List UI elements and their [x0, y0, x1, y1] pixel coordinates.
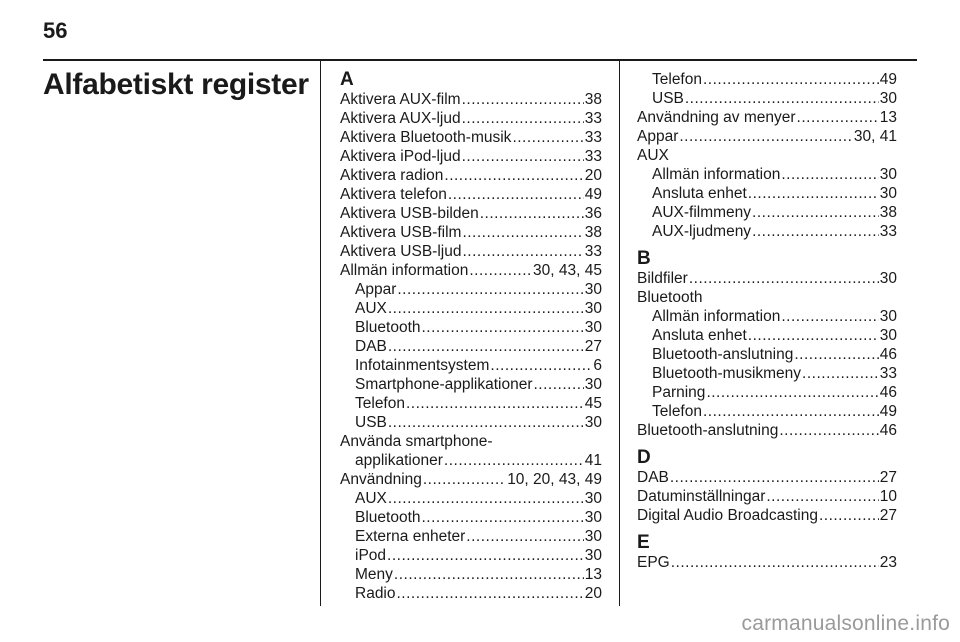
- index-subentry: [340, 280, 602, 299]
- index-entry-text: Telefon: [652, 403, 702, 420]
- index-page-ref[interactable]: 10: [879, 488, 897, 505]
- index-page-ref[interactable]: 30: [584, 414, 602, 431]
- dot-leader: [422, 508, 584, 527]
- dot-leader: [397, 280, 583, 299]
- dot-leader: [388, 413, 584, 432]
- dot-leader: [797, 108, 879, 127]
- index-page-ref[interactable]: 38: [584, 224, 602, 241]
- dot-leader: [671, 553, 879, 572]
- index-page-ref[interactable]: 30: [584, 490, 602, 507]
- index-subentry: [637, 364, 897, 383]
- index-subentry: [637, 307, 897, 326]
- dot-leader: [703, 70, 879, 89]
- dot-leader: [679, 127, 853, 146]
- index-page-ref[interactable]: 30: [584, 509, 602, 526]
- index-subentry: [637, 402, 897, 421]
- index-entry: [340, 204, 602, 223]
- index-page-ref[interactable]: 33: [584, 129, 602, 146]
- dot-leader: [802, 364, 879, 383]
- index-entry-text: Aktivera AUX-ljud: [340, 110, 461, 127]
- index-entry: [340, 90, 602, 109]
- dot-leader: [462, 109, 584, 128]
- index-subentry: [340, 356, 602, 375]
- index-letter-heading: E: [637, 532, 650, 553]
- index-heading-text: Bluetooth: [637, 289, 703, 306]
- dot-leader: [781, 307, 878, 326]
- index-page-ref[interactable]: 27: [879, 507, 897, 524]
- index-entry-text: Infotainmentsystem: [355, 357, 490, 374]
- index-subentry: [637, 89, 897, 108]
- index-page-ref[interactable]: 30: [584, 300, 602, 317]
- index-page-ref[interactable]: 30: [584, 281, 602, 298]
- index-entry-text: Bluetooth-anslutning: [637, 422, 779, 439]
- index-heading: [637, 288, 897, 307]
- index-entry-text: Meny: [355, 566, 393, 583]
- index-page-ref[interactable]: 33: [584, 148, 602, 165]
- dot-leader: [388, 337, 584, 356]
- dot-leader: [748, 184, 879, 203]
- index-subentry: [340, 375, 602, 394]
- index-page-ref[interactable]: 30: [879, 308, 897, 325]
- index-entry-text: Bildfiler: [637, 270, 688, 287]
- dot-leader: [462, 242, 583, 261]
- index-page-ref[interactable]: 10, 20, 43, 49: [507, 471, 602, 488]
- dot-leader: [748, 326, 879, 345]
- index-entry-text: Användning av menyer: [637, 109, 796, 126]
- index-page-ref[interactable]: 33: [584, 243, 602, 260]
- index-entry: [340, 242, 602, 261]
- page-number: 56: [43, 18, 68, 43]
- index-page-ref[interactable]: 23: [879, 554, 897, 571]
- dot-leader: [670, 468, 879, 487]
- index-subentry: [340, 451, 602, 470]
- column-divider-left: [320, 61, 321, 606]
- index-subentry: [340, 565, 602, 584]
- index-entry-text: Externa enheter: [355, 528, 466, 545]
- index-entry: [637, 108, 897, 127]
- index-page-ref[interactable]: 49: [584, 186, 602, 203]
- index-entry: [637, 421, 897, 440]
- index-entry-text: USB: [652, 90, 684, 107]
- index-page-ref[interactable]: 27: [584, 338, 602, 355]
- index-subentry: [340, 489, 602, 508]
- index-entry-text: Användning: [340, 471, 422, 488]
- index-entry-text: AUX-filmmeny: [652, 204, 752, 221]
- page-title: Alfabetiskt register: [43, 68, 309, 101]
- index-heading: [637, 146, 897, 165]
- index-entry-text: Aktivera telefon: [340, 186, 447, 203]
- index-entry-text: Parning: [652, 384, 706, 401]
- dot-leader: [689, 269, 879, 288]
- dot-leader: [794, 345, 878, 364]
- index-page-ref[interactable]: 30: [584, 528, 602, 545]
- index-page-ref[interactable]: 33: [879, 223, 897, 240]
- index-subentry: [637, 165, 897, 184]
- index-entry: [637, 506, 897, 525]
- index-letter-heading: B: [637, 248, 651, 269]
- index-page-ref[interactable]: 49: [879, 403, 897, 420]
- index-page-ref[interactable]: 20: [584, 167, 602, 184]
- index-entry: [637, 487, 897, 506]
- index-entry: [637, 127, 897, 146]
- dot-leader: [512, 128, 583, 147]
- index-entry: [340, 185, 602, 204]
- index-entry-text: Datuminställningar: [637, 488, 766, 505]
- index-subentry: [637, 203, 897, 222]
- index-subentry: [340, 508, 602, 527]
- index-page-ref[interactable]: 30, 43, 45: [533, 262, 602, 279]
- dot-leader: [781, 165, 878, 184]
- dot-leader: [422, 318, 584, 337]
- index-letter-heading: A: [340, 69, 354, 90]
- index-entry-text: DAB: [637, 469, 669, 486]
- dot-leader: [462, 223, 583, 242]
- index-entry-text: Aktivera iPod-ljud: [340, 148, 461, 165]
- index-entry-text: applikationer: [355, 452, 443, 469]
- index-heading-text: Använda smartphone-: [340, 433, 493, 450]
- index-page-ref[interactable]: 33: [879, 365, 897, 382]
- index-subentry: [637, 326, 897, 345]
- dot-leader: [423, 470, 506, 489]
- index-subentry: [340, 546, 602, 565]
- index-page-ref[interactable]: 13: [584, 566, 602, 583]
- index-subentry: [637, 345, 897, 364]
- dot-leader: [480, 204, 584, 223]
- index-entry-text: Allmän information: [340, 262, 469, 279]
- dot-leader: [406, 394, 584, 413]
- index-page-ref[interactable]: 6: [593, 357, 602, 374]
- dot-leader: [388, 489, 584, 508]
- index-page-ref[interactable]: 30: [584, 319, 602, 336]
- index-entry: [340, 128, 602, 147]
- index-entry: [637, 468, 897, 487]
- index-page-ref[interactable]: 46: [879, 384, 897, 401]
- column-divider-right: [619, 61, 620, 606]
- index-page-ref[interactable]: 30: [879, 166, 897, 183]
- index-subentry: [340, 527, 602, 546]
- index-page-ref[interactable]: 46: [879, 346, 897, 363]
- dot-leader: [462, 147, 584, 166]
- index-entry: [340, 147, 602, 166]
- index-entry: [340, 261, 602, 280]
- index-entry-text: Aktivera USB-ljud: [340, 243, 462, 260]
- index-page-ref[interactable]: 30: [879, 270, 897, 287]
- dot-leader: [534, 375, 584, 394]
- index-entry: [340, 223, 602, 242]
- index-column-middle: [340, 70, 602, 603]
- index-entry-text: AUX: [355, 490, 387, 507]
- dot-leader: [466, 527, 583, 546]
- index-heading: [340, 432, 602, 451]
- index-entry-text: Radio: [355, 585, 396, 602]
- index-subentry: [340, 584, 602, 603]
- dot-leader: [387, 546, 584, 565]
- dot-leader: [444, 166, 583, 185]
- dot-leader: [703, 402, 879, 421]
- index-subentry: [340, 394, 602, 413]
- index-entry-text: USB: [355, 414, 387, 431]
- index-page-ref[interactable]: 30: [879, 90, 897, 107]
- index-page-ref[interactable]: 20: [584, 585, 602, 602]
- index-entry-text: Bluetooth-anslutning: [652, 346, 794, 363]
- index-subentry: [340, 413, 602, 432]
- index-page-ref[interactable]: 27: [879, 469, 897, 486]
- index-page-ref[interactable]: 38: [879, 204, 897, 221]
- index-heading-text: AUX: [637, 147, 669, 164]
- dot-leader: [819, 506, 879, 525]
- index-entry-text: Aktivera Bluetooth-musik: [340, 129, 512, 146]
- index-page-ref[interactable]: 38: [584, 91, 602, 108]
- index-page-ref[interactable]: 45: [584, 395, 602, 412]
- index-entry: [340, 470, 602, 489]
- index-entry-text: Smartphone-applikationer: [355, 376, 533, 393]
- index-entry-text: Aktivera radion: [340, 167, 444, 184]
- index-entry-text: Ansluta enhet: [652, 185, 747, 202]
- index-entry-text: Allmän information: [652, 166, 781, 183]
- dot-leader: [490, 356, 592, 375]
- dot-leader: [469, 261, 532, 280]
- index-entry-text: Aktivera USB-bilden: [340, 205, 479, 222]
- dot-leader: [706, 383, 878, 402]
- index-entry-text: Telefon: [355, 395, 405, 412]
- index-page-ref[interactable]: 41: [584, 452, 602, 469]
- header-rule: [43, 59, 917, 61]
- index-entry-text: Telefon: [652, 71, 702, 88]
- index-page-ref[interactable]: 30: [879, 327, 897, 344]
- dot-leader: [444, 451, 584, 470]
- index-entry: [637, 269, 897, 288]
- index-entry-text: Bluetooth-musikmeny: [652, 365, 802, 382]
- index-page-ref[interactable]: 30, 41: [853, 128, 897, 145]
- index-entry-text: Aktivera USB-film: [340, 224, 462, 241]
- index-page-ref[interactable]: 33: [584, 110, 602, 127]
- dot-leader: [388, 299, 584, 318]
- dot-leader: [397, 584, 584, 603]
- index-entry-text: EPG: [637, 554, 670, 571]
- index-entry: [340, 166, 602, 185]
- index-entry-text: DAB: [355, 338, 387, 355]
- dot-leader: [394, 565, 584, 584]
- dot-leader: [752, 222, 879, 241]
- index-entry-text: Appar: [637, 128, 679, 145]
- index-entry-text: Ansluta enhet: [652, 327, 747, 344]
- index-column-right: [637, 70, 897, 572]
- index-entry-text: AUX: [355, 300, 387, 317]
- dot-leader: [685, 89, 879, 108]
- index-entry-text: Bluetooth: [355, 509, 421, 526]
- index-entry-text: Bluetooth: [355, 319, 421, 336]
- dot-leader: [462, 90, 584, 109]
- watermark-logo: carmanualsonline.info: [741, 612, 950, 635]
- index-subentry: [637, 383, 897, 402]
- index-page-ref[interactable]: 30: [584, 376, 602, 393]
- index-subentry: [637, 184, 897, 203]
- index-entry-text: Aktivera AUX-film: [340, 91, 461, 108]
- index-page-ref[interactable]: 49: [879, 71, 897, 88]
- index-page-ref[interactable]: 46: [879, 422, 897, 439]
- index-page-ref[interactable]: 30: [584, 547, 602, 564]
- index-subentry: [637, 70, 897, 89]
- index-entry: [340, 109, 602, 128]
- index-entry-text: Allmän information: [652, 308, 781, 325]
- index-letter-heading: D: [637, 447, 651, 468]
- index-entry-text: iPod: [355, 547, 387, 564]
- dot-leader: [448, 185, 584, 204]
- index-subentry: [340, 299, 602, 318]
- index-subentry: [637, 222, 897, 241]
- index-entry-text: AUX-ljudmeny: [652, 223, 752, 240]
- index-entry-text: Digital Audio Broadcasting: [637, 507, 818, 524]
- index-subentry: [340, 318, 602, 337]
- dot-leader: [779, 421, 878, 440]
- dot-leader: [752, 203, 879, 222]
- index-entry: [637, 553, 897, 572]
- index-subentry: [340, 337, 602, 356]
- index-page-ref[interactable]: 36: [584, 205, 602, 222]
- dot-leader: [766, 487, 878, 506]
- index-page-ref[interactable]: 13: [879, 109, 897, 126]
- index-page-ref[interactable]: 30: [879, 185, 897, 202]
- index-entry-text: Appar: [355, 281, 397, 298]
